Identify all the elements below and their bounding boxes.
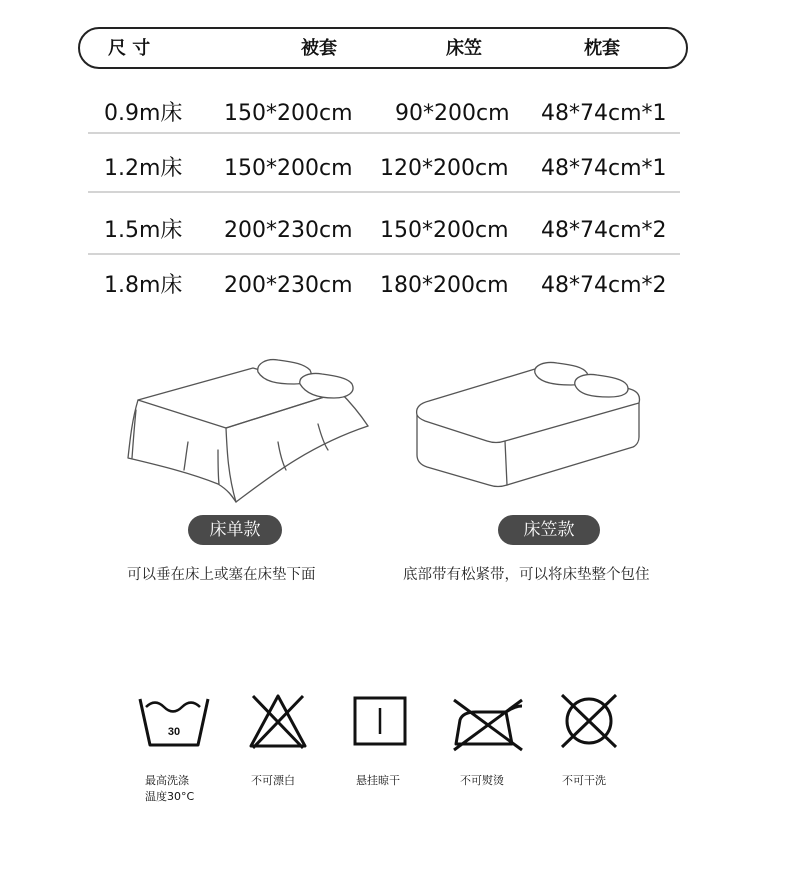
row-fitted-sheet: 120*200cm bbox=[380, 156, 509, 181]
row-size: 1.5m床 bbox=[104, 218, 183, 243]
no-dry-clean-icon bbox=[556, 691, 622, 751]
hang-dry-label: 悬挂晾干 bbox=[356, 774, 400, 787]
flat-sheet-caption: 可以垂在床上或塞在床垫下面 bbox=[127, 567, 316, 583]
row-pillowcase: 48*74cm*1 bbox=[541, 156, 667, 181]
no-dry-clean-label: 不可干洗 bbox=[562, 774, 606, 787]
wash-label-line1: 最高洗涤 bbox=[145, 774, 189, 787]
row-size: 1.8m床 bbox=[104, 273, 183, 298]
row-duvet: 200*230cm bbox=[224, 218, 353, 243]
row-pillowcase: 48*74cm*2 bbox=[541, 218, 667, 243]
row-divider bbox=[88, 253, 680, 255]
fitted-sheet-caption: 底部带有松紧带，可以将床垫整个包住 bbox=[403, 567, 650, 583]
wash-label-line2: 温度30°C bbox=[145, 790, 195, 803]
fitted-sheet-tag: 床笠款 bbox=[498, 515, 600, 545]
header-fitted-sheet: 床笠 bbox=[446, 38, 482, 59]
header-duvet: 被套 bbox=[301, 38, 337, 59]
wash-30-icon bbox=[136, 693, 212, 751]
flat-sheet-bed-illustration bbox=[118, 350, 378, 510]
row-fitted-sheet: 180*200cm bbox=[380, 273, 509, 298]
row-pillowcase: 48*74cm*2 bbox=[541, 273, 667, 298]
row-duvet: 200*230cm bbox=[224, 273, 353, 298]
row-fitted-sheet: 90*200cm bbox=[395, 101, 510, 126]
header-pillowcase: 枕套 bbox=[584, 38, 620, 59]
no-bleach-icon bbox=[247, 692, 309, 750]
fitted-sheet-bed-illustration bbox=[405, 355, 655, 495]
row-divider bbox=[88, 191, 680, 193]
row-size: 0.9m床 bbox=[104, 101, 183, 126]
no-iron-label: 不可熨烫 bbox=[460, 774, 504, 787]
header-size: 尺 寸 bbox=[108, 38, 151, 59]
no-iron-icon bbox=[450, 692, 528, 752]
flat-sheet-tag: 床单款 bbox=[188, 515, 282, 545]
wash-temperature-number: 30 bbox=[167, 726, 181, 738]
row-pillowcase: 48*74cm*1 bbox=[541, 101, 667, 126]
row-duvet: 150*200cm bbox=[224, 156, 353, 181]
hang-dry-icon bbox=[353, 696, 407, 746]
row-duvet: 150*200cm bbox=[224, 101, 353, 126]
row-fitted-sheet: 150*200cm bbox=[380, 218, 509, 243]
row-size: 1.2m床 bbox=[104, 156, 183, 181]
no-bleach-label: 不可漂白 bbox=[251, 774, 295, 787]
row-divider bbox=[88, 132, 680, 134]
